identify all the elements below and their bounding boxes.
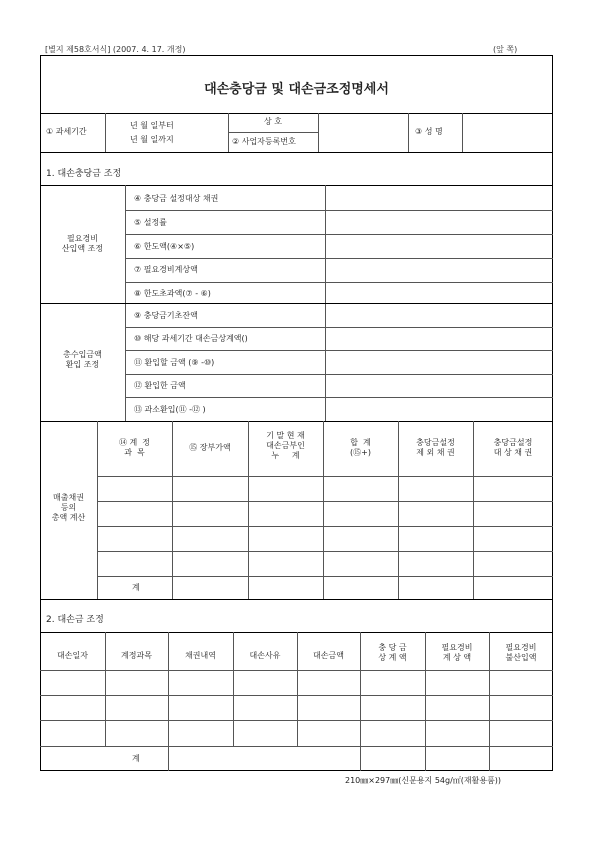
page-side: (앞 쪽) [493,45,518,54]
item-12: ⑫ 환입한 금액 [134,381,186,390]
col-account2: 계정과목 [121,651,152,660]
col-denied-cumulative: 기 말 현 재 대손금부인 누 계 [266,431,305,460]
section1-title: 1. 대손충당금 조정 [46,169,122,179]
form-title: 대손충당금 및 대손금조정명세서 [204,82,389,97]
col-date: 대손일자 [57,651,88,660]
col-excluded: 충당금설정 제 외 채 권 [416,438,455,457]
col-nondeductible: 필요경비 불산입액 [505,643,537,662]
item-7: ⑦ 필요경비계상액 [134,265,198,274]
col-claim: 채권내역 [185,651,216,660]
item-4: ④ 충당금 설정대상 채권 [134,194,219,203]
item-13: ⑬ 과소환입(⑪ -⑫ ) [134,405,206,414]
group3-total-label: 계 [132,583,140,592]
col-account: ⑭ 계 정 과 목 [118,438,151,457]
item-5: ⑤ 설정률 [134,218,167,227]
item-11: ⑪ 환입할 금액 (⑨ -⑩) [134,358,215,367]
col-expense: 필요경비 계 상 액 [441,643,473,662]
group2-label: 총수입금액 환입 조정 [63,350,102,369]
item-10: ⑩ 해당 과세기간 대손금상계액() [134,334,248,343]
group3-label: 매출채권 등의 총액 계산 [51,493,86,522]
item-9: ⑨ 충당금기초잔액 [134,311,198,320]
section2-total-label: 계 [132,754,140,763]
name-label: ③ 성 명 [415,127,443,136]
section2-title: 2. 대손금 조정 [46,615,104,625]
col-total: 합 계 (⑮+) [350,438,371,457]
group1-label: 필요경비 산입액 조정 [61,234,104,253]
company-label: 상 호 [264,117,282,126]
item-6: ⑥ 한도액(④×⑤) [134,242,195,251]
col-book-value: ⑮ 장부가액 [189,443,231,452]
rule [40,152,553,153]
col-offset: 충 당 금 상 계 액 [378,643,407,662]
period-to: 년 월 일까지 [130,135,174,144]
col-reason: 대손사유 [249,651,281,660]
rule [40,113,553,114]
form-number: [별지 제58호서식] (2007. 4. 17. 개정) [45,45,186,54]
period-from: 년 월 일부터 [130,121,174,130]
paper-spec: 210㎜×297㎜(신문용지 54g/㎡(재활용품)) [345,776,502,785]
col-target: 충당금설정 대 상 채 권 [493,438,533,457]
bizno-label: ② 사업자등록번호 [232,137,296,146]
item-8: ⑧ 한도초과액(⑦ - ⑥) [134,289,211,298]
period-label: ① 과세기간 [46,127,87,136]
col-amount: 대손금액 [313,651,344,660]
